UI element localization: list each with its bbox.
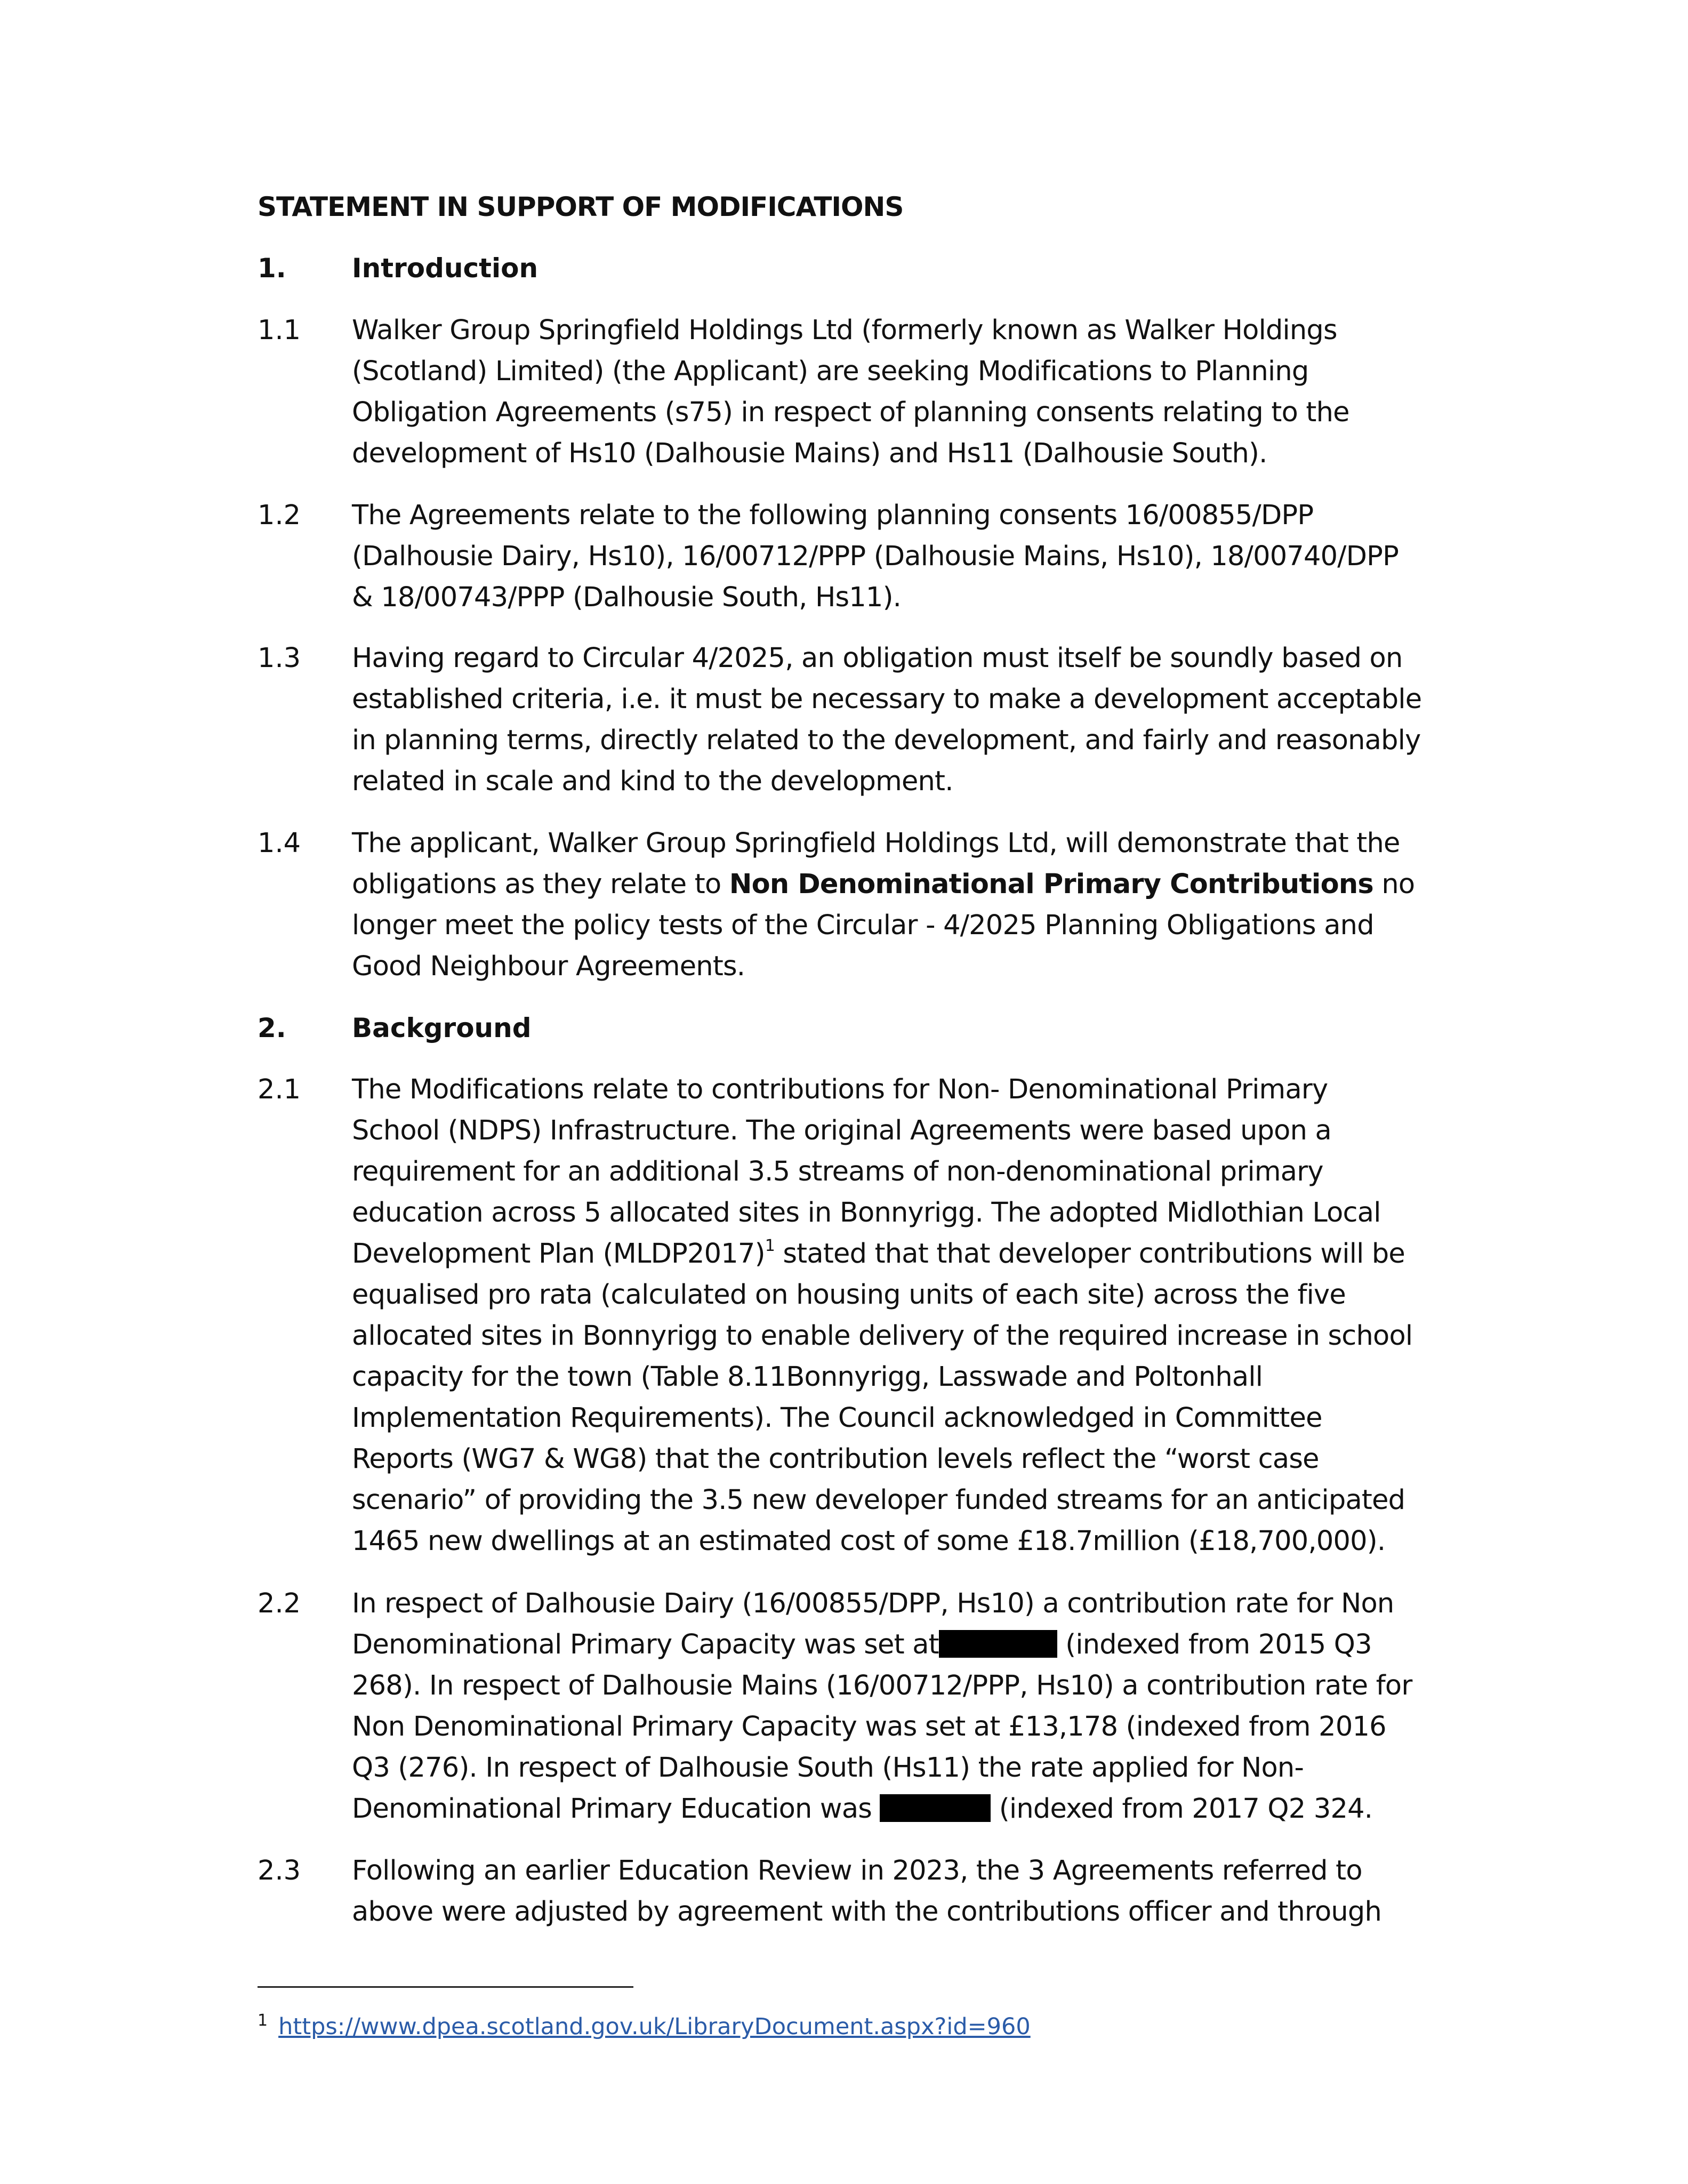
section-title: Introduction: [352, 253, 538, 284]
paragraph-line: (Scotland) Limited) (the Applicant) are seeking Modifications to Planning: [352, 356, 1309, 387]
paragraph-line: Non Denominational Primary Capacity was set at £13,178 (indexed from 2016: [352, 1711, 1386, 1743]
line-text: stated that that developer contributions will be: [774, 1238, 1405, 1270]
line-text: (indexed from 2017 Q2 324.: [991, 1793, 1373, 1825]
paragraph-line: scenario” of providing the 3.5 new developer funded streams for an anticipated: [352, 1484, 1405, 1516]
footnote-number: 1: [258, 2011, 268, 2030]
section-title: Background: [352, 1013, 532, 1043]
paragraph-line: [352, 1233, 1452, 1274]
paragraph-number: 1.2: [258, 500, 301, 531]
paragraph-line: The applicant, Walker Group Springfield Holdings Ltd, will demonstrate that the: [352, 828, 1400, 859]
paragraph-line: development of Hs10 (Dalhousie Mains) and Hs11 (Dalhousie South).: [352, 438, 1267, 469]
paragraph-number: 2.1: [258, 1074, 301, 1105]
paragraph-number: 1.4: [258, 828, 301, 859]
paragraph-line: allocated sites in Bonnyrigg to enable delivery of the required increase in school: [352, 1320, 1413, 1352]
paragraph-line: Good Neighbour Agreements.: [352, 951, 745, 982]
section-number: 1.: [258, 253, 286, 284]
paragraph-line: Walker Group Springfield Holdings Ltd (formerly known as Walker Holdings: [352, 315, 1337, 346]
paragraph-body: [352, 638, 1452, 802]
footnote-separator: [258, 1986, 633, 1988]
line-text: Denominational Primary Capacity was set at: [352, 1629, 939, 1660]
paragraph-line: education across 5 allocated sites in Bonnyrigg. The adopted Midlothian Local: [352, 1197, 1381, 1228]
paragraph-line: In respect of Dalhousie Dairy (16/00855/DPP, Hs10) a contribution rate for Non: [352, 1588, 1394, 1619]
section-number: 2.: [258, 1013, 286, 1043]
paragraph-number: 2.3: [258, 1855, 301, 1886]
paragraph-number: 2.2: [258, 1588, 301, 1619]
redaction-block: [939, 1630, 1057, 1658]
line-text: (indexed from 2015 Q3: [1057, 1629, 1372, 1660]
footnote-link[interactable]: https://www.dpea.scotland.gov.uk/LibraryDocument.aspx?id=960: [278, 2013, 1031, 2040]
paragraph-line: longer meet the policy tests of the Circular - 4/2025 Planning Obligations and: [352, 910, 1374, 941]
paragraph-line: School (NDPS) Infrastructure. The original Agreements were based upon a: [352, 1115, 1331, 1146]
paragraph-line: established criteria, i.e. it must be necessary to make a development acceptable: [352, 684, 1422, 715]
line-text: Development Plan (MLDP2017): [352, 1238, 765, 1270]
redaction-block: [880, 1794, 991, 1822]
paragraph-body: [352, 1583, 1452, 1829]
paragraph-line: Implementation Requirements). The Council acknowledged in Committee: [352, 1402, 1322, 1434]
paragraph-line: 1465 new dwellings at an estimated cost of some £18.7million (£18,700,000).: [352, 1525, 1386, 1557]
paragraph-line: capacity for the town (Table 8.11Bonnyrigg, Lasswade and Poltonhall: [352, 1361, 1263, 1393]
paragraph-line: related in scale and kind to the development.: [352, 766, 953, 797]
paragraph-line: Q3 (276). In respect of Dalhousie South (Hs11) the rate applied for Non-: [352, 1752, 1304, 1784]
footnote: [258, 2005, 1031, 2040]
paragraph-body: [352, 1069, 1452, 1562]
paragraph-line: The Agreements relate to the following planning consents 16/00855/DPP: [352, 500, 1314, 531]
paragraph-line: Having regard to Circular 4/2025, an obligation must itself be soundly based on: [352, 643, 1403, 674]
paragraph-number: 1.1: [258, 315, 301, 346]
document-title: STATEMENT IN SUPPORT OF MODIFICATIONS: [258, 191, 904, 222]
paragraph-line: The Modifications relate to contributions for Non- Denominational Primary: [352, 1074, 1328, 1105]
paragraph-line: 268). In respect of Dalhousie Mains (16/00712/PPP, Hs10) a contribution rate for: [352, 1670, 1412, 1701]
paragraph-line: equalised pro rata (calculated on housing units of each site) across the five: [352, 1279, 1346, 1311]
bold-emphasis: Non Denominational Primary Contributions: [729, 869, 1373, 900]
paragraph-line: Following an earlier Education Review in 2023, the 3 Agreements referred to: [352, 1855, 1362, 1886]
line-text: Denominational Primary Education was: [352, 1793, 880, 1825]
paragraph-line: (Dalhousie Dairy, Hs10), 16/00712/PPP (Dalhousie Mains, Hs10), 18/00740/DPP: [352, 541, 1399, 572]
paragraph-body: [352, 823, 1452, 987]
footnote-reference: 1: [765, 1236, 775, 1255]
paragraph-body: [352, 495, 1452, 618]
paragraph-line: [352, 864, 1452, 905]
paragraph-line: Reports (WG7 & WG8) that the contribution levels reflect the “worst case: [352, 1443, 1319, 1475]
paragraph-line: in planning terms, directly related to the development, and fairly and reasonably: [352, 725, 1421, 756]
paragraph-line: [352, 1788, 1452, 1829]
paragraph-line: above were adjusted by agreement with the contributions officer and through: [352, 1896, 1381, 1928]
paragraph-line: Obligation Agreements (s75) in respect of planning consents relating to the: [352, 397, 1349, 428]
paragraph-line: & 18/00743/PPP (Dalhousie South, Hs11).: [352, 582, 902, 613]
paragraph-body: [352, 1850, 1452, 1932]
paragraph-number: 1.3: [258, 643, 301, 674]
line-text: no: [1373, 869, 1415, 900]
paragraph-line: requirement for an additional 3.5 streams of non-denominational primary: [352, 1156, 1323, 1187]
paragraph-line: [352, 1624, 1452, 1665]
line-text: obligations as they relate to: [352, 869, 729, 900]
paragraph-body: [352, 310, 1452, 474]
